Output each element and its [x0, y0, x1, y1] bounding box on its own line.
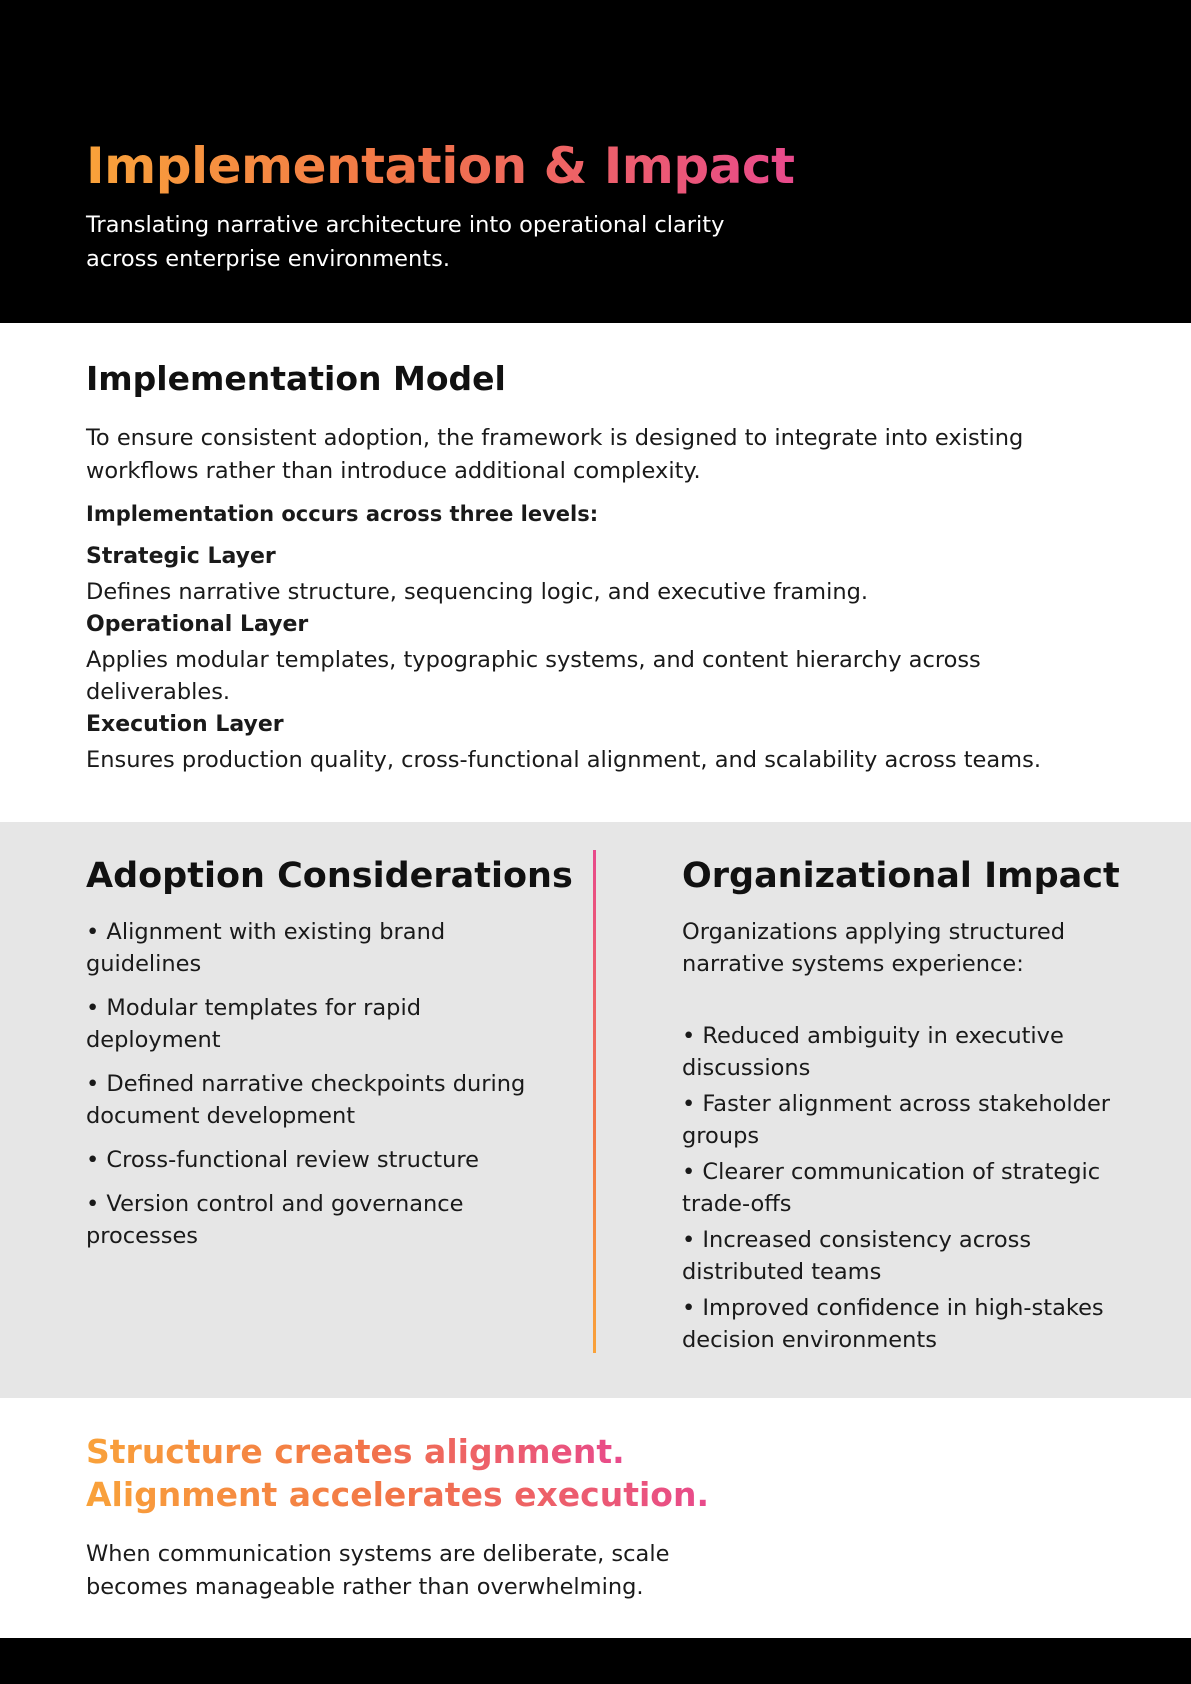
list-item: • Improved confidence in high-stakes decision environments — [682, 1295, 1104, 1353]
footer-bar — [0, 1638, 1191, 1684]
implementation-model-intro: To ensure consistent adoption, the framework is designed to integrate into existing workflows rather than introduce additional complexity. — [86, 425, 1024, 484]
section-title-adoption: Adoption Considerations — [86, 856, 573, 896]
list-item: • Reduced ambiguity in executive discussions — [682, 1023, 1064, 1081]
impact-list — [682, 1020, 1122, 1356]
adoption-list — [86, 916, 526, 1252]
closing-section — [86, 1430, 886, 1604]
impact-intro: Organizations applying structured narrative systems experience: — [682, 919, 1065, 977]
list-item: • Version control and governance processes — [86, 1191, 464, 1249]
page-title: Implementation & Impact — [86, 137, 795, 195]
layer-title-operational: Operational Layer — [86, 612, 309, 637]
list-item: • Clearer communication of strategic trade-offs — [682, 1159, 1101, 1217]
implementation-levels-lead: Implementation occurs across three levels: — [86, 502, 599, 526]
list-item: • Increased consistency across distributed teams — [682, 1227, 1032, 1285]
closing-tagline-2: Alignment accelerates execution. — [86, 1475, 709, 1514]
closing-body: When communication systems are deliberate, scale becomes manageable rather than overwhelming. — [86, 1541, 670, 1600]
layer-desc-strategic: Defines narrative structure, sequencing logic, and executive framing. — [86, 579, 869, 605]
list-item: • Alignment with existing brand guidelines — [86, 919, 446, 977]
section-title-impact: Organizational Impact — [682, 856, 1120, 896]
layer-title-execution: Execution Layer — [86, 712, 284, 737]
closing-tagline-1: Structure creates alignment. — [86, 1432, 625, 1471]
layer-desc-execution: Ensures production quality, cross-functional alignment, and scalability across teams. — [86, 747, 1041, 773]
layer-title-strategic: Strategic Layer — [86, 544, 276, 569]
page-subtitle: Translating narrative architecture into operational clarity across enterprise environments. — [86, 212, 725, 272]
section-title-implementation-model: Implementation Model — [86, 359, 506, 398]
list-item: • Cross-functional review structure — [86, 1147, 479, 1173]
list-item: • Faster alignment across stakeholder groups — [682, 1091, 1111, 1149]
organizational-impact-column — [682, 854, 1122, 1360]
list-item: • Defined narrative checkpoints during document development — [86, 1071, 526, 1129]
hero-header — [0, 0, 1191, 323]
gradient-divider — [593, 850, 596, 1353]
implementation-model-section — [86, 358, 1126, 776]
layer-desc-operational: Applies modular templates, typographic systems, and content hierarchy across deliverables. — [86, 647, 981, 705]
list-item: • Modular templates for rapid deployment — [86, 995, 421, 1053]
adoption-considerations-column — [86, 854, 573, 1264]
